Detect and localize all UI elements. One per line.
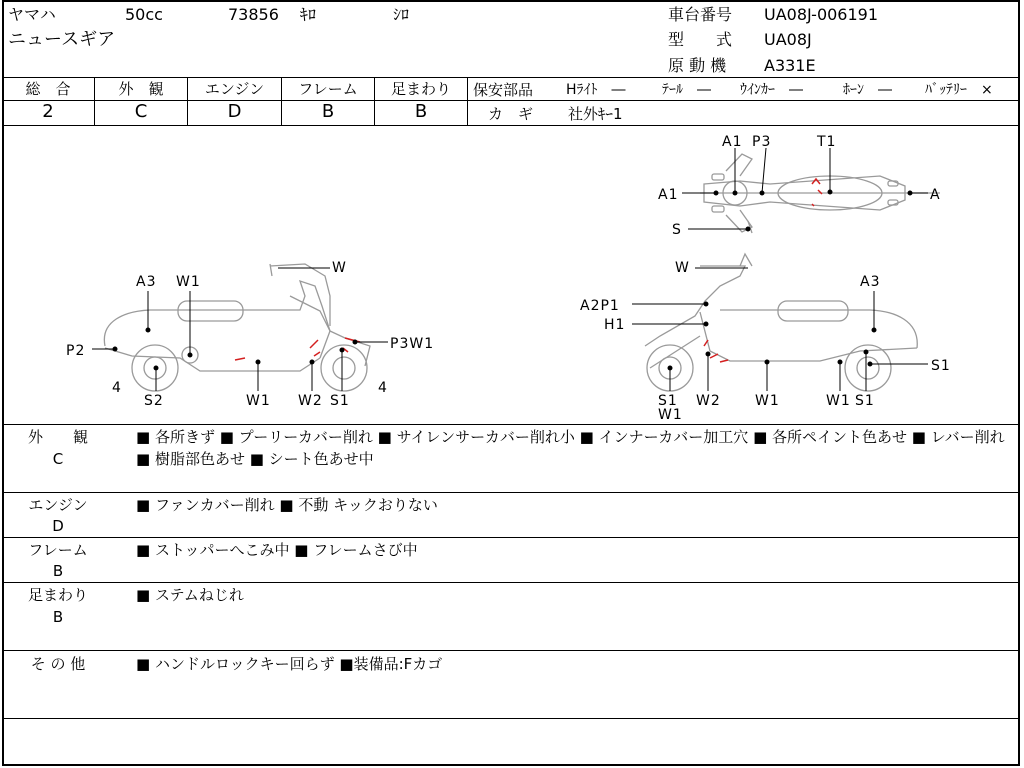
dlabel-top-1: P3 [752, 134, 772, 150]
section-divider [2, 718, 1020, 719]
dlabel-right-0: W [675, 260, 690, 276]
section-suspension-label: 足まわり [27, 586, 88, 604]
engine-grade: D [227, 101, 242, 122]
scooter-diagram [0, 126, 1024, 426]
engine-model: A331E [764, 56, 816, 75]
dlabel-left-7: W2 [298, 393, 323, 409]
model-name: ニュースギア [8, 29, 116, 50]
dlabel-top-3: A1 [658, 187, 679, 203]
dlabel-left-1: W1 [176, 274, 201, 290]
frame-no: UA08J-006191 [764, 5, 879, 24]
exterior-grade: C [134, 101, 148, 122]
maker: ヤマハ [8, 5, 56, 24]
dlabel-top-5: S [672, 222, 682, 238]
frame-grade: B [321, 101, 335, 122]
dlabel-left-3: P2 [66, 343, 86, 359]
safety-horn: ﾎｰﾝ ― [843, 82, 892, 98]
damage-marks [235, 179, 822, 362]
section-exterior-grade: C [52, 450, 64, 468]
color: ｼﾛ [393, 5, 410, 24]
dlabel-right-9: W1 [826, 393, 851, 409]
exterior-label: 外 観 [118, 80, 164, 98]
overall-label: 総 合 [25, 80, 71, 98]
section-engine-grade: D [52, 517, 64, 535]
dlabel-right-3: H1 [604, 317, 626, 333]
dlabel-left-5: S2 [144, 393, 164, 409]
dlabel-right-7: W2 [696, 393, 721, 409]
dlabel-right-4: S1 [931, 358, 951, 374]
dlabel-right-5: S1 [658, 393, 678, 409]
suspension-label: 足まわり [390, 80, 451, 98]
section-frame-label: フレーム [28, 541, 88, 559]
dlabel-right-10: S1 [855, 393, 875, 409]
section-exterior-label: 外 観 [27, 428, 88, 446]
section-divider [2, 537, 1020, 538]
section-divider [2, 650, 1020, 651]
mileage-unit: ｷﾛ [300, 5, 317, 24]
section-frame-text: ■ ストッパーへこみ中 ■ フレームさび中 [136, 541, 418, 559]
dlabel-right-8: W1 [755, 393, 780, 409]
key-label: カ ギ [488, 105, 534, 123]
safety-row-mid-line [468, 100, 1020, 101]
score-row-top-line [2, 77, 1020, 78]
mileage: 73856 [228, 5, 279, 24]
dlabel-left-2: W [332, 260, 347, 276]
dlabel-left-4: 4 [112, 380, 122, 396]
section-engine-text: ■ ファンカバー削れ ■ 不動 キックおりない [136, 496, 438, 514]
section-divider [2, 492, 1020, 493]
suspension-grade: B [414, 101, 428, 122]
dlabel-top-0: A1 [722, 134, 743, 150]
displacement: 50cc [125, 5, 163, 24]
safety-battery: ﾊﾞｯﾃﾘｰ × [925, 82, 993, 98]
section-engine-label: エンジン [28, 496, 88, 514]
section-suspension-text: ■ ステムねじれ [136, 586, 244, 604]
dlabel-left-9: 4 [378, 380, 388, 396]
section-frame-grade: B [52, 562, 64, 580]
dlabel-right-2: A2P1 [580, 298, 620, 314]
frame-no-label: 車台番号 [668, 5, 733, 24]
safety-headlight: Hﾗｲﾄ ― [566, 82, 626, 98]
type-value: UA08J [764, 30, 812, 49]
engine-model-label: 原 動 機 [668, 56, 727, 75]
type-label: 型 式 [668, 30, 733, 49]
section-suspension-grade: B [52, 608, 64, 626]
sections-top-line [2, 424, 1020, 425]
section-other-label: そ の 他 [30, 655, 86, 673]
frame-label: フレーム [298, 80, 358, 98]
safety-label: 保安部品 [473, 81, 534, 99]
dlabel-right-1: A3 [860, 274, 881, 290]
section-exterior-text: ■ 各所きず ■ プーリーカバー削れ ■ サイレンサーカバー削れ小 ■ インナーカバー加工穴 ■ 各所ペイント色あせ ■ レバー削れ ■ 樹脂部色あせ ■ シート色あせ中 [136, 428, 1005, 468]
dlabel-left-8: S1 [330, 393, 350, 409]
section-other-text: ■ ハンドルロックキー回らず ■装備品:Fカゴ [136, 655, 443, 673]
key-value: 社外ｷｰ1 [568, 105, 623, 123]
overall-grade: 2 [42, 101, 54, 122]
divider [467, 77, 468, 125]
section-divider [2, 582, 1020, 583]
dlabel-right-6: W1 [658, 407, 683, 423]
dlabel-left-6: W1 [246, 393, 271, 409]
safety-winker: ｳｲﾝｶｰ ― [740, 82, 803, 98]
dlabel-left-0: A3 [136, 274, 157, 290]
dlabel-left-10: P3W1 [390, 336, 435, 352]
dlabel-top-2: T1 [817, 134, 837, 150]
dlabel-top-4: A [930, 187, 941, 203]
safety-taillight: ﾃｰﾙ ― [662, 82, 711, 98]
engine-label: エンジン [204, 80, 265, 98]
